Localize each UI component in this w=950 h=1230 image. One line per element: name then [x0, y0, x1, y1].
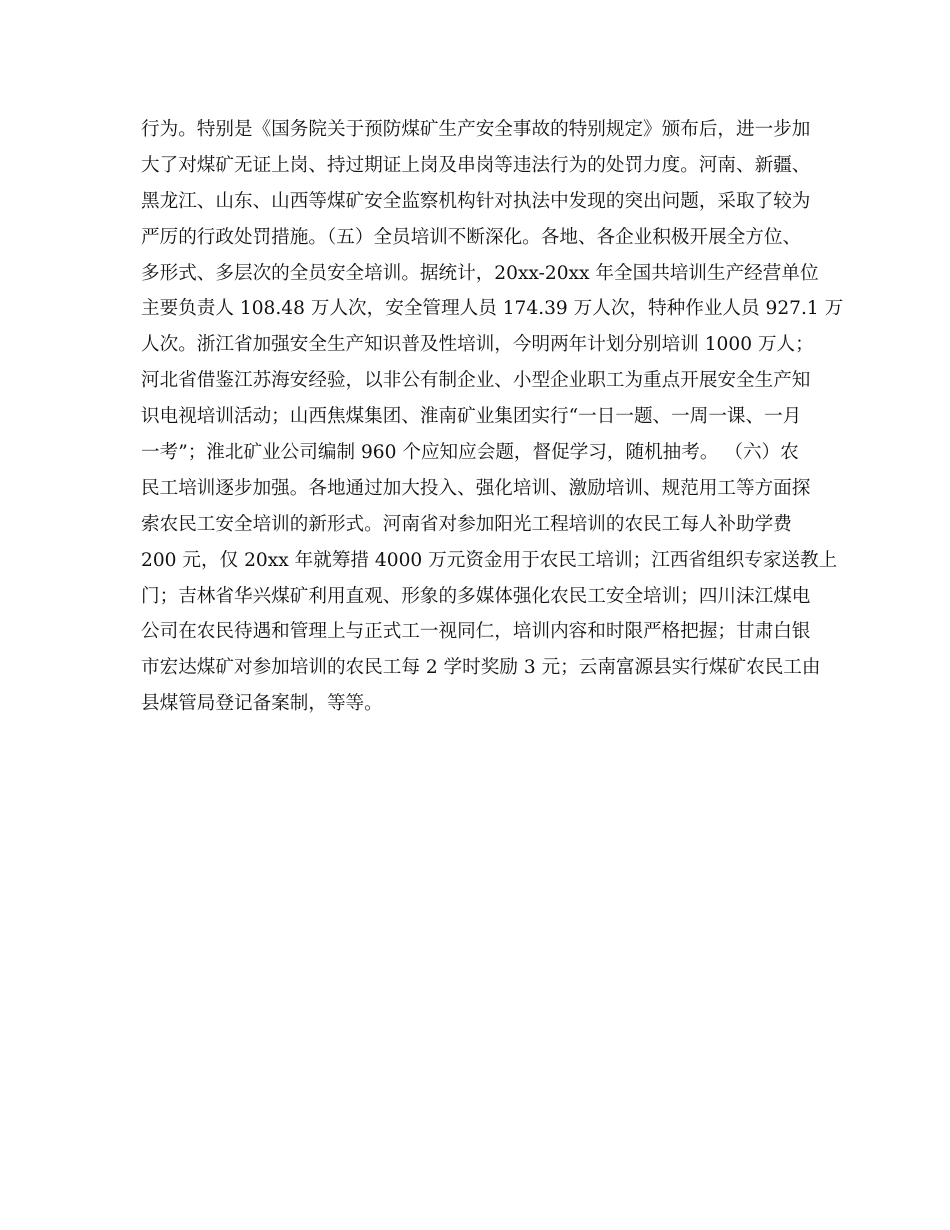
- text-line: 大了对煤矿无证上岗、持过期证上岗及串岗等违法行为的处罚力度。河南、新疆、: [141, 154, 811, 176]
- text-line: 县煤管局登记备案制，等等。: [141, 693, 383, 715]
- text-line: 黑龙江、山东、山西等煤矿安全监察机构针对执法中发现的突出问题，采取了较为: [141, 190, 811, 212]
- text-line: 门；吉林省华兴煤矿利用直观、形象的多媒体强化农民工安全培训；四川沫江煤电: [141, 585, 811, 607]
- text-line: 多形式、多层次的全员安全培训。据统计，20xx-20xx 年全国共培训生产经营单位: [141, 262, 819, 284]
- text-line: 民工培训逐步加强。各地通过加大投入、强化培训、激励培训、规范用工等方面探: [141, 477, 811, 499]
- text-line: 行为。特别是《国务院关于预防煤矿生产安全事故的特别规定》颁布后，进一步加: [141, 119, 811, 140]
- text-line: 识电视培训活动；山西焦煤集团、淮南矿业集团实行“一日一题、一周一课、一月: [141, 406, 802, 428]
- text-line: 主要负责人 108.48 万人次，安全管理人员 174.39 万人次，特种作业人员 927.1 万: [141, 298, 844, 320]
- text-line: 公司在农民待遇和管理上与正式工一视同仁，培训内容和时限严格把握；甘肃白银: [141, 621, 811, 643]
- text-line: 200 元，仅 20xx 年就筹措 4000 万元资金用于农民工培训；江西省组织专家送教上: [141, 549, 838, 571]
- body-paragraph: [141, 112, 844, 722]
- text-line: 人次。浙江省加强安全生产知识普及性培训，今明两年计划分别培训 1000 万人；: [141, 334, 814, 356]
- text-line: 市宏达煤矿对参加培训的农民工每 2 学时奖励 3 元；云南富源县实行煤矿农民工由: [141, 657, 821, 679]
- text-line: 河北省借鉴江苏海安经验，以非公有制企业、小型企业职工为重点开展安全生产知: [141, 370, 811, 392]
- text-line: 一考”；淮北矿业公司编制 960 个应知应会题，督促学习，随机抽考。 （六）农: [141, 442, 799, 464]
- text-line: 严厉的行政处罚措施。（五）全员培训不断深化。各地、各企业积极开展全方位、: [141, 226, 802, 248]
- text-line: 索农民工安全培训的新形式。河南省对参加阳光工程培训的农民工每人补助学费: [141, 513, 792, 535]
